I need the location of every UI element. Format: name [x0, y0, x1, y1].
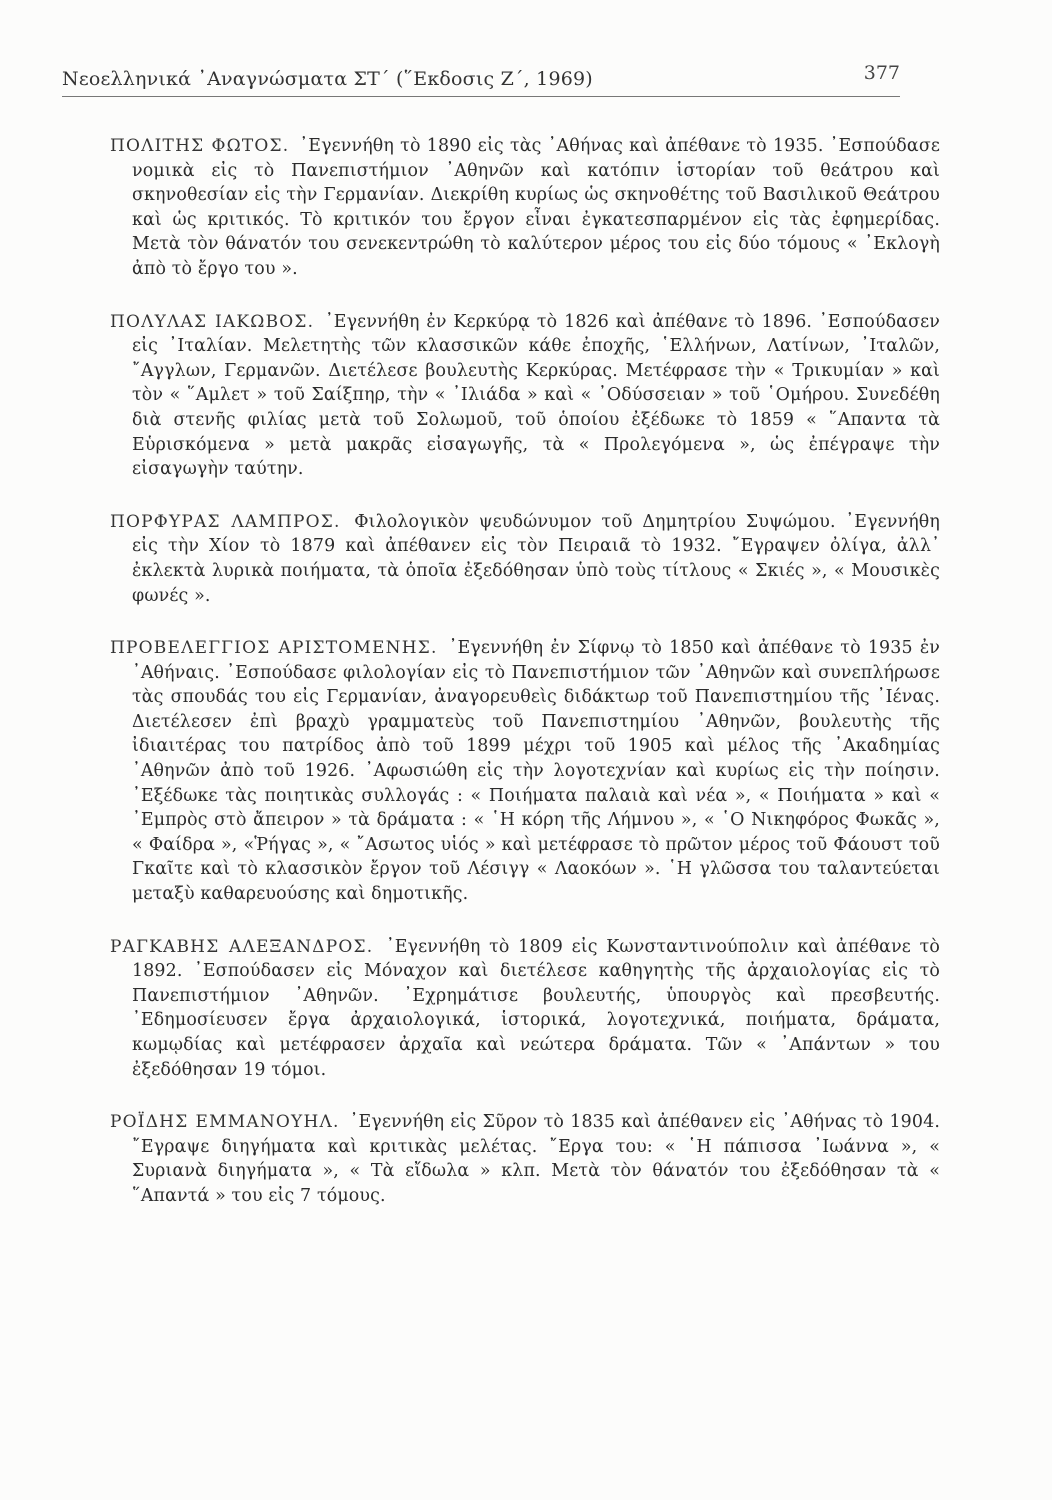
biography-entries [110, 134, 940, 1237]
entry-text: ᾿Εγεννήθη ἐν Σίφνῳ τὸ 1850 καὶ ἀπέθανε τὸ 1935 ἐν ᾿Αθήναις. ᾿Εσπούδασε φιλολογίαν εἰς τὸ Πανεπιστήμιον τῶν ᾿Αθηνῶν καὶ συνεπλήρωσε τὰς σπουδάς του εἰς Γερμανίαν, ἀναγορευθεὶς διδάκτωρ τοῦ Πανεπιστημίου τῆς ᾿Ιένας. Διετέλεσεν ἐπὶ βραχὺ γραμματεὺς τοῦ Πανεπιστημίου ᾿Αθηνῶν, βουλευτὴς τῆς ἰδιαιτέρας του πατρίδος ἀπὸ τοῦ 1899 μέχρι τοῦ 1905 καὶ μέλος τῆς ᾿Ακαδημίας ᾿Αθηνῶν ἀπὸ τοῦ 1926. ᾿Αφωσιώθη εἰς τὴν λογοτεχνίαν καὶ κυρίως εἰς τὴν ποίησιν. ᾿Εξέδωκε τὰς ποιητικὰς συλλογάς : « Ποιήματα παλαιὰ καὶ νέα », « Ποιήματα » καὶ « ᾿Εμπρὸς στὸ ἄπειρον » τὰ δράματα : « ῾Η κόρη τῆς Λήμνου », « ῾Ο Νικηφόρος Φωκᾶς », « Φαίδρα », «Ῥήγας », « ῎Ασωτος υἱός » καὶ μετέφρασε τὸ πρῶτον μέρος τοῦ Φάουστ τοῦ Γκαῖτε καὶ τὸ κλασσικὸν ἔργον τοῦ Λέσιγγ « Λαοκόων ». ῾Η γλῶσσα του ταλαντεύεται μεταξὺ καθαρευούσης καὶ δημοτικῆς. [132, 638, 941, 905]
entry-rangavis [110, 935, 940, 1083]
entry-text: ᾿Εγεννήθη εἰς Σῦρον τὸ 1835 καὶ ἀπέθανεν εἰς ᾿Αθήνας τὸ 1904. ῎Εγραψε διηγήματα καὶ κριτικὰς μελέτας. ῎Εργα του: « ῾Η πάπισσα ᾿Ιωάννα », « Συριανὰ διηγήματα », « Τὰ εἴδωλα » κλπ. Μετὰ τὸν θάνατόν του ἐξεδόθησαν τὰ « ῞Απαντά » του εἰς 7 τόμους. [132, 1112, 940, 1206]
entry-polylas [110, 310, 940, 482]
entry-provelengios [110, 636, 940, 907]
entry-name: ΠΟΡΦΥΡΑΣ ΛΑΜΠΡΟΣ. [110, 511, 341, 532]
entry-name: ΡΟΪΔΗΣ ΕΜΜΑΝΟΥΗΛ. [110, 1112, 340, 1133]
entry-name: ΡΑΓΚΑΒΗΣ ΑΛΕΞΑΝΔΡΟΣ. [110, 936, 374, 957]
entry-porfyras [110, 510, 940, 608]
entry-text: ᾿Εγεννήθη ἐν Κερκύρᾳ τὸ 1826 καὶ ἀπέθανε τὸ 1896. ᾿Εσπούδασεν εἰς ᾿Ιταλίαν. Μελετητὴς τῶν κλασσικῶν κάθε ἐποχῆς, ῾Ελλήνων, Λατίνων, ᾿Ιταλῶν, ῎Αγγλων, Γερμανῶν. Διετέλεσε βουλευτὴς Κερκύρας. Μετέφρασε τὴν « Τρικυμίαν » καὶ τὸν « ῞Αμλετ » τοῦ Σαίξπηρ, τὴν « ᾿Ιλιάδα » καὶ « ᾿Οδύσσειαν » τοῦ ῾Ομήρου. Συνεδέθη διὰ στενῆς φιλίας μετὰ τοῦ Σολωμοῦ, τοῦ ὁποίου ἐξέδωκε τὸ 1859 « ῞Απαντα τὰ Εὑρισκόμενα » μετὰ μακρᾶς εἰσαγωγῆς, τὰ « Προλεγόμενα », ὡς ἐπέγραψε τὴν εἰσαγωγὴν ταύτην. [132, 311, 940, 480]
running-header [62, 62, 900, 97]
entry-name: ΠΟΛΙΤΗΣ ΦΩΤΟΣ. [110, 136, 290, 156]
entry-text: Φιλολογικὸν ψευδώνυμον τοῦ Δημητρίου Συψώμου. ᾿Εγεννήθη εἰς τὴν Χίον τὸ 1879 καὶ ἀπέθανεν εἰς τὸν Πειραιᾶ τὸ 1932. ῎Εγραψεν ὀλίγα, ἀλλ᾿ ἐκλεκτὰ λυρικὰ ποιήματα, τὰ ὁποῖα ἐξεδόθησαν ὑπὸ τοὺς τίτλους « Σκιές », « Μουσικὲς φωνές ». [132, 511, 941, 606]
entry-roidis [110, 1110, 940, 1208]
entry-name: ΠΡΟΒΕΛΕΓΓΙΟΣ ΑΡΙΣΤΟΜΕΝΗΣ. [110, 638, 438, 659]
entry-text: ᾿Εγεννήθη τὸ 1809 εἰς Κωνσταντινούπολιν καὶ ἀπέθανε τὸ 1892. ᾿Εσπούδασεν εἰς Μόναχον καὶ διετέλεσε καθηγητὴς τῆς ἀρχαιολογίας εἰς τὸ Πανεπιστήμιον ᾿Αθηνῶν. ᾿Εχρημάτισε βουλευτής, ὑπουργὸς καὶ πρεσβευτής. ᾿Εδημοσίευσεν ἔργα ἀρχαιολογικά, ἱστορικά, λογοτεχνικά, ποιήματα, δράματα, κωμῳδίας καὶ μετέφρασεν ἀρχαῖα καὶ νεώτερα δράματα. Τῶν « ᾿Απάντων » του ἐξεδόθησαν 19 τόμοι. [132, 936, 940, 1080]
entry-politis [110, 134, 940, 282]
entry-name: ΠΟΛΥΛΑΣ ΙΑΚΩΒΟΣ. [110, 311, 315, 332]
page-number: 377 [863, 62, 900, 84]
entry-text: ᾿Εγεννήθη τὸ 1890 εἰς τὰς ᾿Αθήνας καὶ ἀπέθανε τὸ 1935. ᾿Εσπούδασε νομικὰ εἰς τὸ Πανεπιστήμιον ᾿Αθηνῶν καὶ κατόπιν ἱστορίαν τοῦ θεάτρου καὶ σκηνοθεσίαν εἰς τὴν Γερμανίαν. Διεκρίθη κυρίως ὡς σκηνοθέτης τοῦ Βασιλικοῦ Θεάτρου καὶ ὡς κριτικός. Τὸ κριτικόν του ἔργον εἶναι ἐγκατεσπαρμένον εἰς τὰς ἐφημερίδας. Μετὰ τὸν θάνατόν του σενεκεντρώθη τὸ καλύτερον μέρος του εἰς δύο τόμους « ᾿Εκλογὴ ἀπὸ τὸ ἔργο του ». [132, 136, 941, 279]
header-title: Νεοελληνικά ᾿Αναγνώσματα ΣΤ΄ (῞Εκδοσις Ζ΄, 1969) [62, 68, 593, 90]
